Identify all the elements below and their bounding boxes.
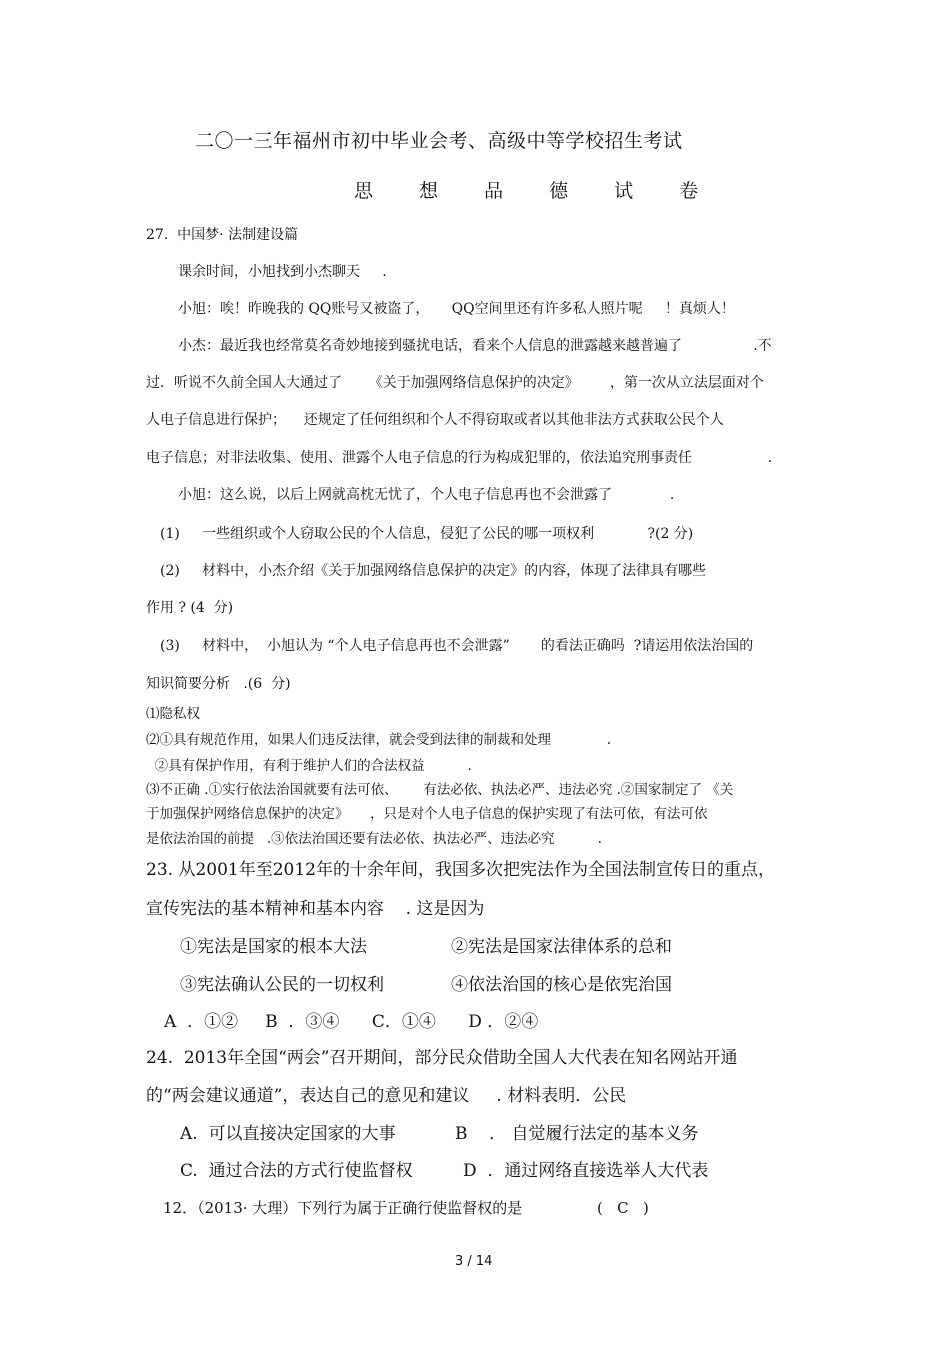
question-23-option: ④依法治国的核心是依宪治国 (451, 975, 672, 995)
passage-line: 人电子信息进行保护； 还规定了任何组织和个人不得窃取或者以其他非法方式获取公民个人 (146, 412, 724, 428)
sub-question-1: (1) 一些组织或个人窃取公民的个人信息，侵犯了公民的哪一项权利 ?(2 分) (160, 526, 694, 542)
question-24-choice-c: C. 通过合法的方式行使监督权 (180, 1161, 413, 1181)
answer-line: ⑴隐私权 (146, 706, 200, 722)
exam-title: 二〇一三年福州市初中毕业会考、高级中等学校招生考试 (195, 130, 683, 152)
answer-line: ⑶不正确 .①实行依法治国就要有法可依、 有法必依、执法必严、违法必究 .②国家制定了 《关 (146, 782, 734, 798)
question-23-stem: 23. 从2001年至2012年的十余年间，我国多次把宪法作为全国法制宣传日的重点， (146, 860, 775, 880)
question-24-stem: 24. 2013年全国“两会”召开期间，部分民众借助全国人大代表在知名网站开通 (146, 1048, 738, 1068)
question-23-option: ①宪法是国家的根本大法 (180, 937, 367, 957)
sub-question-3-cont: 知识简要分析 .(6 分) (146, 676, 291, 692)
exam-subtitle: 思 想 品 德 试 卷 (354, 180, 719, 202)
question-23-choices: A ．①② B ．③④ C．①④ D ．②④ (164, 1012, 539, 1032)
question-12-text: 12．（2013· 大理）下列行为属于正确行使监督权的是 (163, 1199, 523, 1217)
question-24-choice-b: B ． 自觉履行法定的基本义务 (455, 1124, 699, 1144)
passage-line: 课余时间，小旭找到小杰聊天 . (178, 264, 387, 280)
question-24-choice-d: D ．通过网络直接选举人大代表 (463, 1161, 709, 1181)
passage-line: 小杰：最近我也经常莫名奇妙地接到骚扰电话，看来个人信息的泄露越来越普遍了 .不 (178, 338, 772, 354)
passage-line: 小旭：这么说，以后上网就高枕无忧了，个人电子信息再也不会泄露了 . (178, 487, 675, 503)
answer-line: 于加强保护网络信息保护的决定》 ，只是对个人电子信息的保护实现了有法可依，有法可依 (146, 806, 708, 822)
question-23-option: ②宪法是国家法律体系的总和 (451, 937, 672, 957)
question-12-answer: ( C ) (597, 1199, 649, 1217)
answer-line: 是依法治国的前提 .③依法治国还要有法必依、执法必严、违法必究 . (146, 831, 602, 847)
question-24-choice-a: A. 可以直接决定国家的大事 (180, 1124, 396, 1144)
passage-line: 过．听说不久前全国人大通过了 《关于加强网络信息保护的决定》 ，第一次从立法层面对个 (146, 375, 764, 391)
page-number: 3 / 14 (455, 1254, 493, 1269)
passage-line: 电子信息；对非法收集、使用、泄露个人电子信息的行为构成犯罪的，依法追究刑事责任 . (146, 450, 773, 466)
sub-question-2-cont: 作用 ? (4 分) (146, 600, 234, 616)
answer-line: ⑵①具有规范作用，如果人们违反法律，就会受到法律的制裁和处理 . (146, 732, 612, 748)
question-23-option: ③宪法确认公民的一切权利 (180, 975, 384, 995)
question-27-heading: 27. 中国梦· 法制建设篇 (146, 227, 299, 243)
passage-line: 小旭：唉！昨晚我的 QQ账号又被盗了， QQ空间里还有许多私人照片呢 ！真烦人！ (178, 301, 735, 317)
answer-line: ②具有保护作用，有利于维护人们的合法权益 . (146, 758, 472, 774)
sub-question-2: (2) 材料中，小杰介绍《关于加强网络信息保护的决定》的内容，体现了法律具有哪些 (160, 563, 707, 579)
sub-question-3: (3) 材料中， 小旭认为 “个人电子信息再也不会泄露” 的看法正确吗 ?请运用依法治国的 (160, 638, 754, 654)
question-24-stem-cont: 的“两会建议通道”，表达自己的意见和建议 . 材料表明．公民 (146, 1086, 627, 1106)
question-23-stem-cont: 宣传宪法的基本精神和基本内容 . 这是因为 (146, 899, 485, 919)
